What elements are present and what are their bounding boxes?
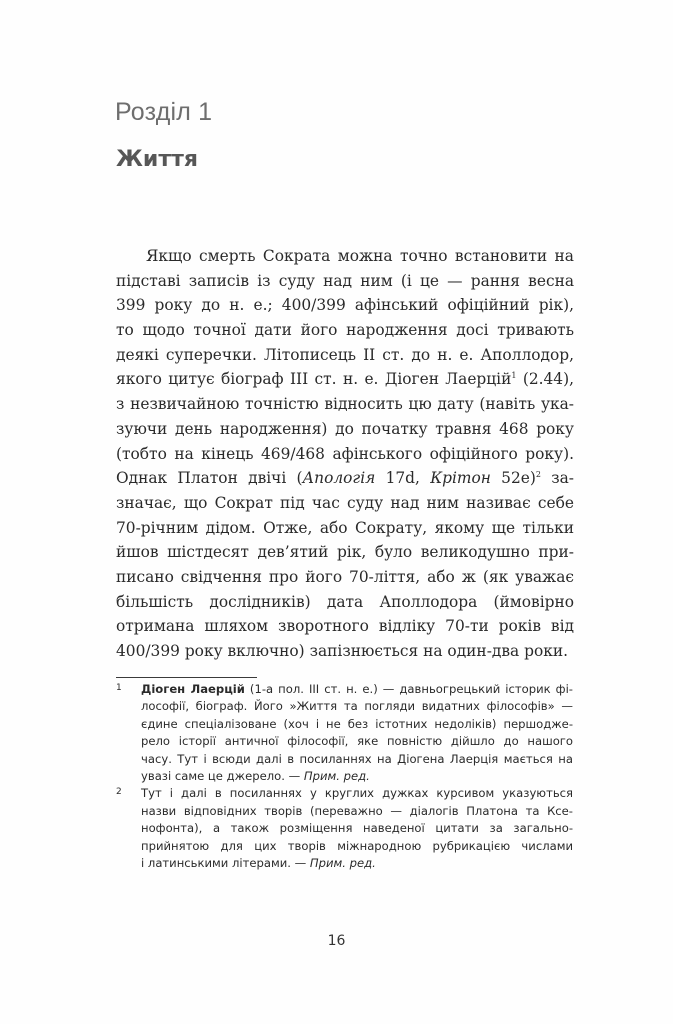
body-line: 70-річним дідом. Отже, або Сократу, якому ще тільки	[116, 518, 574, 537]
body-line: 400/399 року включно) запізнюється на один-два роки.	[116, 642, 568, 660]
page-number: 16	[327, 933, 346, 949]
footnote-line: нофонта), а також розміщення наведеної цитати за загально-	[141, 821, 573, 836]
footnote-text: і латинськими літерами. —	[141, 855, 310, 870]
body-line: значає, що Сократ під час суду над ним називає себе	[116, 493, 574, 512]
body-text-span: Однак Платон двічі (	[116, 469, 303, 488]
body-line: писано свідчення про його 70-ліття, або ж (як уважає	[116, 567, 574, 586]
footnote-line	[141, 768, 573, 785]
body-line: з незвичайною точністю відносить цю дату (навіть ука-	[116, 395, 574, 414]
editor-note: Прим. ред.	[309, 855, 376, 870]
body-line: Якщо смерть Сократа можна точно встановити на	[146, 247, 574, 265]
work-title-crito: Крітон	[430, 469, 491, 488]
footnote-line: прийнятою для цих творів міжнародною рубрикацією числами	[141, 838, 573, 853]
chapter-title: Життя	[116, 147, 198, 172]
body-line: то щодо точної дати його народження досі тривають	[116, 321, 574, 340]
footnote-line: лософії, біограф. Його »Життя та погляди видатних філософів» —	[141, 699, 573, 714]
footnote-line	[141, 681, 573, 698]
body-line: йшов шістдесят дев’ятий рік, було великодушно при-	[116, 543, 574, 562]
footnote-1	[116, 681, 573, 785]
body-paragraph	[116, 244, 574, 664]
body-line: підставі записів із суду над ним (і це — рання весна	[116, 271, 574, 290]
footnote-line: Тут і далі в посиланнях у круглих дужках курсивом указуються	[141, 786, 573, 801]
body-line: деякі суперечки. Літописець II ст. до н. е. Аполлодор,	[116, 345, 574, 364]
body-text-span: якого цитує біограф III ст. н. е. Діоген Лаерцій	[116, 370, 512, 389]
footnote-text: увазі саме це джерело. —	[141, 768, 304, 783]
footnote-ref-2[interactable]: 2	[535, 470, 541, 480]
footnote-ref-1[interactable]: 1	[511, 371, 517, 381]
footnote-line: часу. Тут і всюди далі в посиланнях на Діогена Лаерція мається на	[141, 751, 573, 766]
body-line	[116, 466, 574, 491]
body-text-span: 17d,	[375, 469, 431, 488]
editor-note: Прим. ред.	[303, 768, 370, 783]
work-title-apology: Апологія	[302, 469, 376, 488]
chapter-label: Розділ 1	[115, 98, 213, 126]
body-line: більшість дослідників) дата Аполлодора (ймовірно	[116, 592, 574, 611]
footnote-line: єдине спеціалізоване (хоч і не без істотних недоліків) першодже-	[141, 716, 573, 731]
body-text-span: за-	[540, 469, 574, 488]
body-line: 399 року до н. е.; 400/399 афінський офіційний рік),	[116, 296, 574, 315]
body-text-span: (2.44),	[516, 370, 575, 389]
body-line: (тобто на кінець 469/468 афінського офіційного року).	[116, 444, 574, 463]
footnotes	[116, 681, 573, 872]
footnote-line: назви відповідних творів (переважно — діалогів Платона та Ксе-	[141, 803, 573, 818]
footnote-name: Діоген Лаерцій	[141, 682, 245, 696]
body-line: отримана шляхом зворотного відліку 70-ти років від	[116, 617, 574, 636]
footnote-line: рело історії античної філософії, яке повністю дійшло до нашого	[141, 734, 573, 749]
body-line	[116, 367, 574, 392]
footnote-number: 1	[116, 683, 122, 693]
footnote-number: 2	[116, 787, 122, 798]
footnote-text: (1-а пол. III ст. н. е.) — давньогрецький історик фі-	[244, 682, 573, 696]
body-line: зуючи день народження) до початку травня 468 року	[116, 419, 574, 438]
footnote-separator	[116, 677, 257, 678]
body-text-span: 52e)	[490, 469, 536, 488]
footnote-line	[141, 855, 573, 872]
footnote-2	[116, 785, 573, 872]
